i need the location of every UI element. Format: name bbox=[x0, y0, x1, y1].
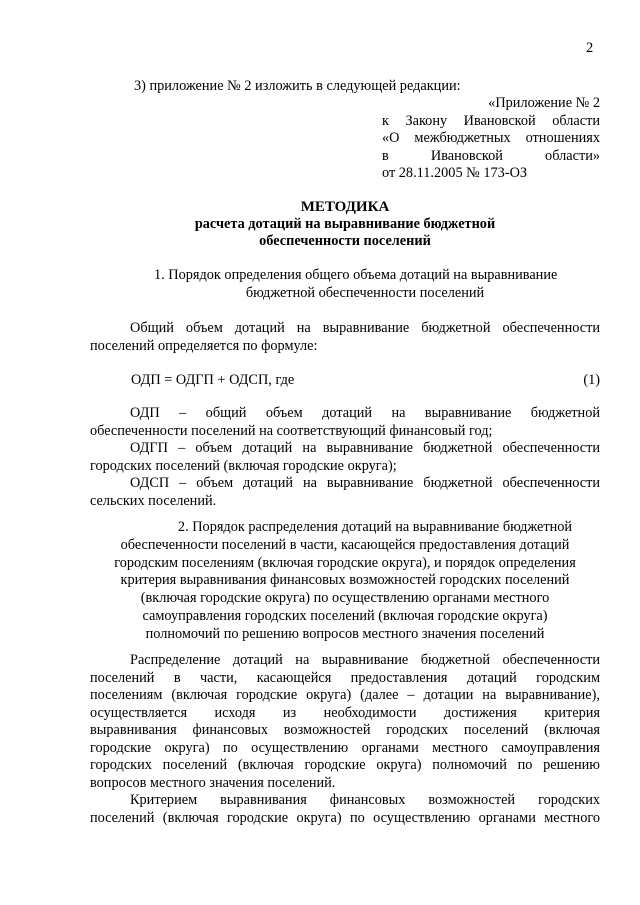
paragraph-line: поселений в части, касающейся предоставления дотаций городским bbox=[90, 669, 600, 686]
title-main: МЕТОДИКА bbox=[300, 199, 390, 215]
title-line: обеспеченности поселений bbox=[259, 233, 431, 249]
formula-line bbox=[131, 372, 600, 389]
section-1-heading bbox=[90, 267, 600, 302]
paragraph-line: поселений определяется по формуле: bbox=[90, 337, 318, 354]
definition-line: сельских поселений. bbox=[90, 492, 217, 509]
paragraph-line: городских поселений (включая городские округа) полномочий по решению bbox=[90, 757, 600, 773]
section-heading-line: полномочий по решению вопросов местного значения поселений bbox=[145, 625, 545, 642]
appendix-line: в Ивановской области» bbox=[382, 147, 600, 164]
formula-number: (1) bbox=[583, 372, 600, 388]
definitions-block bbox=[90, 405, 600, 510]
title-line: расчета дотаций на выравнивание бюджетной bbox=[194, 216, 496, 232]
section-heading-line: городским поселениям (включая городские округа), и порядок определения bbox=[114, 554, 576, 571]
document-title bbox=[90, 199, 600, 250]
paragraph-distribution bbox=[90, 652, 600, 827]
intro-line: 3) приложение № 2 изложить в следующей редакции: bbox=[134, 78, 461, 94]
appendix-line: к Закону Ивановской области bbox=[382, 112, 600, 129]
definition-line: городских поселений (включая городские округа); bbox=[90, 457, 397, 474]
section-heading-line: 1. Порядок определения общего объема дотаций на выравнивание bbox=[154, 267, 558, 283]
paragraph-line: поселений (включая городские округа) по осуществлению органами местного bbox=[90, 809, 600, 826]
section-heading-line: бюджетной обеспеченности поселений bbox=[245, 284, 485, 301]
formula-text: ОДП = ОДГП + ОДСП, где bbox=[131, 372, 295, 388]
paragraph-line: осуществляется исходя из необходимости достижения критерия bbox=[90, 704, 600, 721]
section-heading-line: (включая городские округа) по осуществлению органами местного bbox=[140, 590, 550, 607]
paragraph-line: Общий объем дотаций на выравнивание бюджетной обеспеченности bbox=[130, 320, 600, 336]
paragraph-line: выравнивания финансовых возможностей городских поселений (включая bbox=[90, 722, 600, 738]
definition-line: ОДСП – объем дотаций на выравнивание бюджетной обеспеченности bbox=[130, 475, 600, 491]
paragraph-total-volume bbox=[90, 320, 600, 355]
definition-line: ОДП – общий объем дотаций на выравнивание бюджетной bbox=[130, 405, 600, 421]
paragraph-line: вопросов местного значения поселений. bbox=[90, 774, 336, 791]
appendix-line: «Приложение № 2 bbox=[488, 95, 600, 111]
section-heading-line: обеспеченности поселений в части, касающейся предоставления дотаций bbox=[120, 536, 570, 553]
page-number: 2 bbox=[586, 40, 594, 56]
definition-line: обеспеченности поселений на соответствующий финансовый год; bbox=[90, 422, 493, 439]
paragraph-line: городские округа) по осуществлению органами местного самоуправления bbox=[90, 739, 600, 756]
paragraph-line: поселениям (включая городские округа) (далее – дотации на выравнивание), bbox=[90, 687, 600, 703]
paragraph-line: Критерием выравнивания финансовых возможностей городских bbox=[130, 792, 600, 808]
section-heading-line: критерия выравнивания финансовых возможностей городских поселений bbox=[120, 572, 570, 589]
appendix-header bbox=[382, 95, 600, 183]
appendix-line: от 28.11.2005 № 173-ОЗ bbox=[382, 165, 528, 181]
appendix-line: «О межбюджетных отношениях bbox=[382, 130, 600, 146]
definition-line: ОДГП – объем дотаций на выравнивание бюджетной обеспеченности bbox=[130, 440, 600, 456]
section-heading-line: 2. Порядок распределения дотаций на выравнивание бюджетной bbox=[177, 519, 573, 535]
section-2-heading bbox=[90, 519, 600, 644]
section-heading-line: самоуправления городских поселений (включая городские округа) bbox=[142, 607, 548, 624]
paragraph-line: Распределение дотаций на выравнивание бюджетной обеспеченности bbox=[130, 652, 600, 668]
